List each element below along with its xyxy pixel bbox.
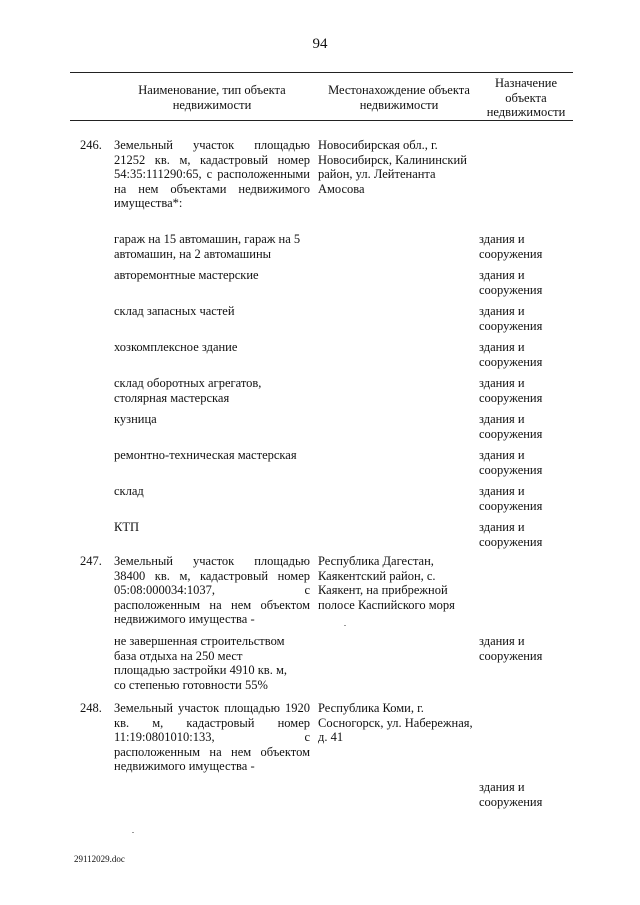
- row-246-item-6: кузница: [114, 412, 157, 426]
- row-247-location: Республика Дагестан, Каякентский район, с. Каякент, на прибрежной полосе Каспийского моря: [318, 554, 455, 612]
- row-246-item-2-purpose: здания и сооружения: [479, 268, 543, 297]
- row-246-item-5: склад оборотных агрегатов, столярная мастерская: [114, 376, 262, 405]
- row-246-item-2: авторемонтные мастерские: [114, 268, 259, 282]
- row-246-item-4-purpose: здания и сооружения: [479, 340, 543, 369]
- header-bottom-rule: [70, 120, 573, 121]
- row-248-item-1-purpose: здания и сооружения: [479, 780, 543, 809]
- row-246-item-9-purpose: здания и сооружения: [479, 520, 543, 549]
- row-number-246: 246.: [80, 138, 102, 152]
- row-248-location: Республика Коми, г. Сосногорск, ул. Набережная, д. 41: [318, 701, 473, 744]
- row-246-item-4: хозкомплексное здание: [114, 340, 238, 354]
- row-247-item-1: не завершенная строительством база отдыха на 250 мест площадью застройки 4910 кв. м, со степенью готовности 55%: [114, 634, 287, 692]
- row-246-item-1-purpose: здания и сооружения: [479, 232, 543, 261]
- row-246-item-7-purpose: здания и сооружения: [479, 448, 543, 477]
- header-location: Местонахождение объекта недвижимости: [328, 83, 470, 112]
- row-246-item-8-purpose: здания и сооружения: [479, 484, 543, 513]
- row-248-name: Земельный участок площадью 1920 кв. м, кадастровый номер 11:19:0801010:133, с расположенным на нем объектом недвижимого имущества -: [114, 701, 310, 773]
- row-246-item-3: склад запасных частей: [114, 304, 235, 318]
- row-246-item-6-purpose: здания и сооружения: [479, 412, 543, 441]
- page-number: 94: [312, 36, 328, 52]
- row-246-item-1: гараж на 15 автомашин, гараж на 5 автомашин, на 2 автомашины: [114, 232, 301, 261]
- row-246-item-8: склад: [114, 484, 144, 498]
- row-246-location: Новосибирская обл., г. Новосибирск, Калининский район, ул. Лейтенанта Амосова: [318, 138, 467, 196]
- row-246-item-5-purpose: здания и сооружения: [479, 376, 543, 405]
- footer-filename: 29112029.doc: [74, 854, 125, 864]
- header-purpose: Назначение объекта недвижимости: [486, 76, 566, 119]
- row-247-item-1-purpose: здания и сооружения: [479, 634, 543, 663]
- header-top-rule: [70, 72, 573, 73]
- row-number-248: 248.: [80, 701, 102, 715]
- row-number-247: 247.: [80, 554, 102, 568]
- row-247-name: Земельный участок площадью 38400 кв. м, кадастровый номер 05:08:000034:1037, с расположенным на нем объектом недвижимого имущества -: [114, 554, 310, 626]
- row-246-name: Земельный участок площадью 21252 кв. м, кадастровый номер 54:35:111290:65, с расположенными на нем объектами недвижимого имущества*:: [114, 138, 310, 210]
- row-246-item-9: КТП: [114, 520, 139, 534]
- scan-speck: [132, 832, 134, 833]
- header-name-type: Наименование, тип объекта недвижимости: [138, 83, 286, 112]
- row-246-item-7: ремонтно-техническая мастерская: [114, 448, 297, 462]
- row-246-item-3-purpose: здания и сооружения: [479, 304, 543, 333]
- scan-speck: [344, 625, 346, 626]
